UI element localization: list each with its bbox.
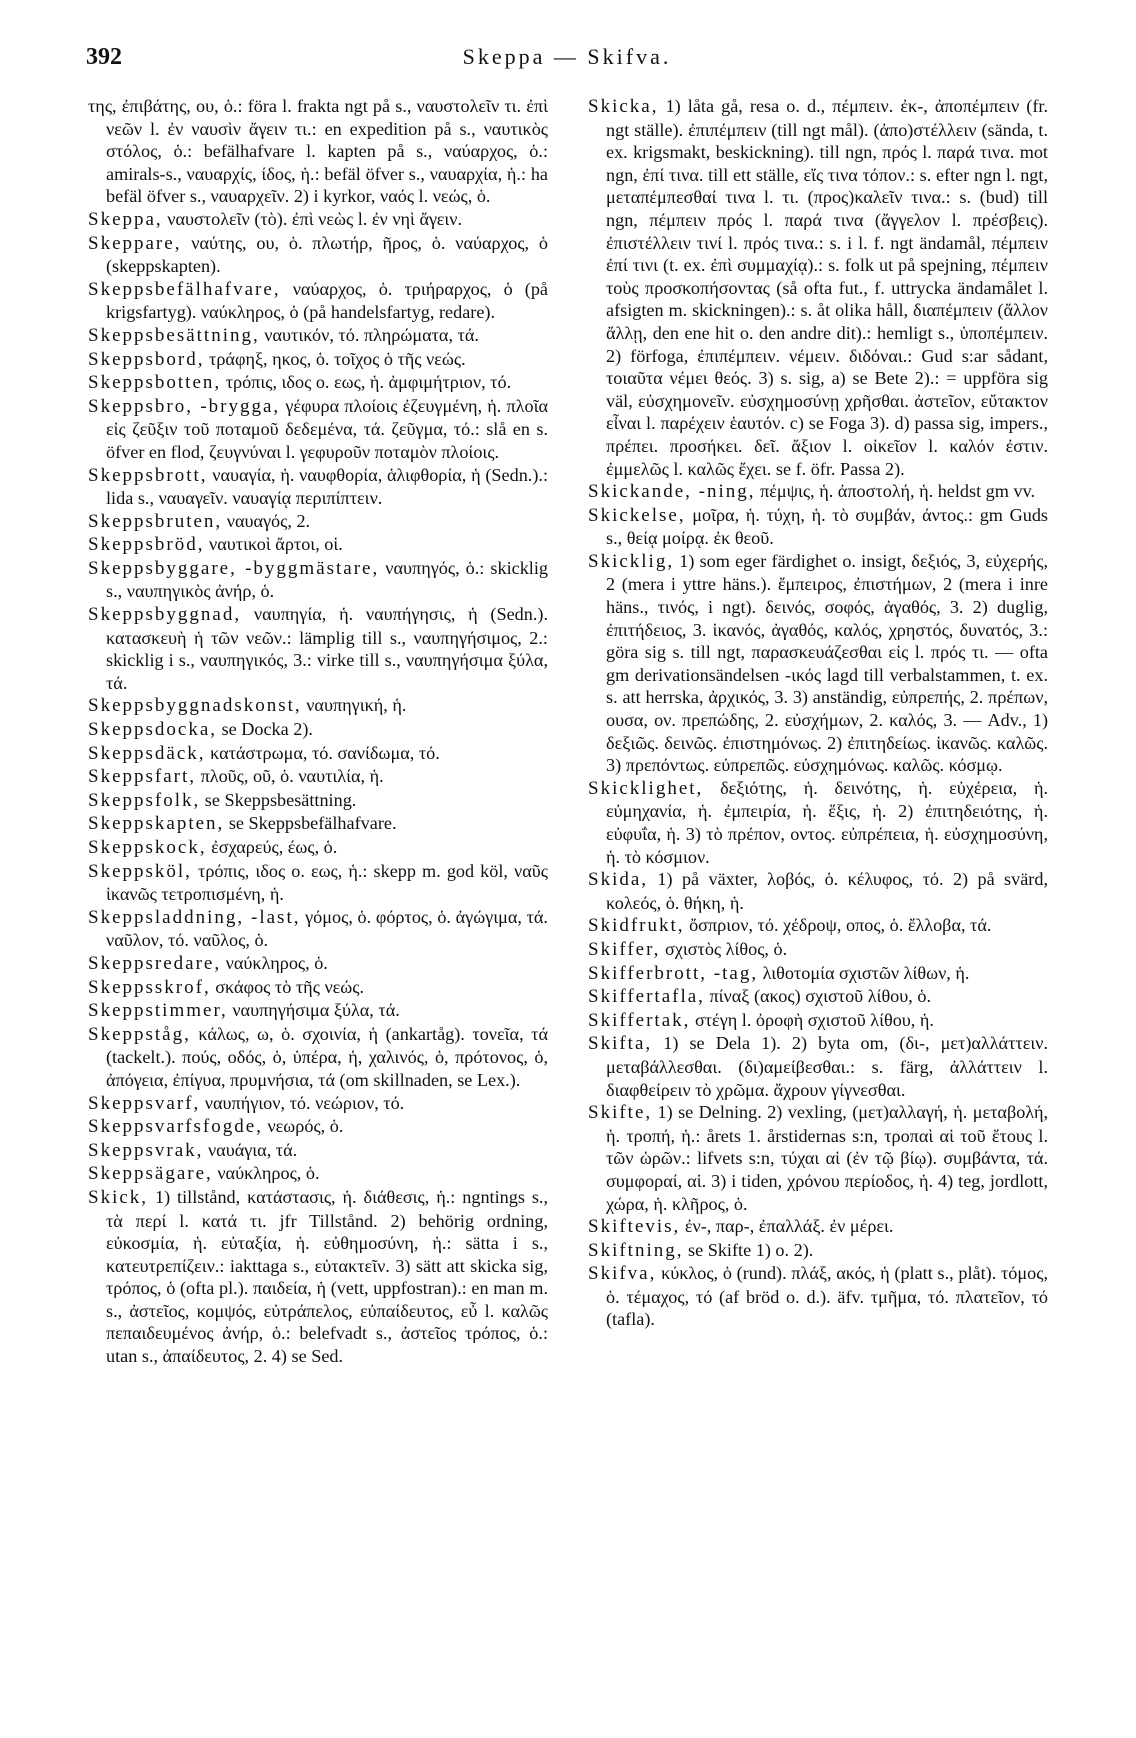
entry-headword: Skeppsköl, [88,860,192,882]
dictionary-entry [588,1239,1048,1263]
entry-headword: Skeppsredare, [88,952,222,974]
entry-headword: Skeppsdocka, [88,719,218,741]
dictionary-entry [88,95,548,208]
entry-headword: Skeppsbotten, [88,372,222,394]
entry-definition: κύκλος, ὁ (rund). πλάξ, ακός, ἡ (platt s., plåt). τόμος, ὁ. τέμαχος, τό (af bröd o. d.). äfv. τμῆμα, τό. πλατεῖον, τό (tafla). [606,1263,1048,1330]
dictionary-entry [88,278,548,324]
entry-definition: ναυπηγική, ἡ. [306,695,407,716]
dictionary-entry [88,812,548,836]
dictionary-entry [88,718,548,742]
entry-definition: ναυστολεῖν (τὸ). ἐπὶ νεὼς l. ἐν νηὶ ἄγειν. [167,208,463,229]
dictionary-entry [88,860,548,906]
entry-definition: 1) som eger färdighet o. insigt, δεξιός, 3, εὐχερής, 2 (mera i yttre häns.). ἔμπειρος, ἐπιστήμων, 2 (mera i inre häns., τινός, i ngt). δεινός, σοφός, ἀγαθός, 3. 2) duglig, ἐπιτήδειος, 3. ἱκανός, ἀγαθός, καλός, χρηστός, δυνατός, 3.: göra sig s. till ngt, παρασκευάζεσθαι εἰς l. πρός τι. — ofta gm derivationsändelsen -ικός lagd till verbalstammen, t. ex. s. att herrska, ἀρχικός, 3. 3) anständig, εὐπρεπής, 2. πρέπων, ουσα, ον. πρεπώδης, 2. εὐσχήμων, 2. καλός, 3. — Adv., 1) δεξιῶς. δεινῶς. ἐπιστημόνως. 2) ἐπιτηδείως. ἱκανῶς. καλῶς. 3) πρεπόντως. εὐπρεπῶς. εὐσχημόνως. καλῶς. κόσμῳ. [606,550,1049,776]
entry-headword: Skeppare, [88,232,182,254]
entry-headword: Skeppsdäck, [88,742,206,764]
dictionary-entry [88,1023,548,1092]
dictionary-entry [88,976,548,1000]
entry-definition: σκάφος τὸ τῆς νεώς. [215,976,365,997]
dictionary-entry [88,557,548,603]
entry-definition: νεωρός, ὁ. [267,1116,344,1137]
entry-headword: Skeppsbröd, [88,534,205,556]
dictionary-entry [88,324,548,348]
entry-definition: ὄσπριον, τό. χέδροψ, οπος, ὁ. ἔλλοβα, τά. [689,915,992,936]
entry-headword: Skeppstimmer, [88,1000,228,1022]
entry-headword: Skeppsvarfsfogde, [88,1116,263,1138]
dictionary-entry [88,1186,548,1368]
entry-definition: 1) se Dela 1). 2) byta om, (δι-, μετ)αλλάττειν. μεταβάλλεσθαι. (δι)αμείβεσθαι.: s. färg, ἀλλάττειν l. διαφθείρειν τὸ χρῶμα. ἄχρουν γίγνεσθαι. [606,1033,1048,1100]
dictionary-entry [88,232,548,278]
entry-definition: ναυτικόν, τό. πληρώματα, τά. [264,324,479,345]
entry-headword: Skeppsägare, [88,1163,213,1185]
entry-definition: ναυαγία, ἡ. ναυφθορία, ἁλιφθορία, ἡ (Sedn.).: lida s., ναυαγεῖν. ναυαγίᾳ περιπίπτειν. [106,464,548,509]
dictionary-entry [88,1115,548,1139]
entry-headword: Skida, [588,869,649,891]
entry-headword: Skeppsbyggnadskonst, [88,695,302,717]
page-number: 392 [86,44,122,70]
entry-headword: Skeppa, [88,208,163,230]
page-header [86,42,1048,82]
dictionary-entry [88,765,548,789]
entry-headword: Skiffer, [588,938,661,960]
dictionary-entry [88,742,548,766]
entry-definition: ναύκληρος, ὁ. [217,1163,320,1184]
entry-headword: Skeppsbro, -brygga, [88,395,281,417]
entry-headword: Skicka, [588,96,659,117]
entry-definition: λιθοτομία σχιστῶν λίθων, ἡ. [762,962,970,983]
entry-headword: Skifferbrott, -tag, [588,962,759,984]
left-column [88,95,548,1368]
entry-definition: πέμψις, ἡ. ἀποστολή, ἡ. heldst gm vv. [760,481,1036,502]
entry-definition: γόμος, ὁ. φόρτος, ὁ. ἀγώγιμα, τά. ναῦλον, τό. ναῦλος, ὁ. [106,906,548,951]
entry-headword: Skeppståg, [88,1023,191,1045]
entry-headword: Skeppsvarf, [88,1092,201,1114]
entry-headword: Skiffertak, [588,1009,691,1031]
entry-headword: Skifva, [588,1263,657,1285]
entry-definition: ἐν-, παρ-, ἐπαλλάξ. ἐν μέρει. [684,1216,894,1237]
entry-headword: Skicklig, [588,550,675,572]
entry-headword: Skeppskapten, [88,813,225,835]
entry-definition: πλοῦς, οῦ, ὁ. ναυτιλία, ἡ. [200,766,384,787]
entry-headword: Skeppsvrak, [88,1139,204,1161]
right-column [588,95,1048,1331]
entry-headword: Skicklighet, [588,777,704,799]
dictionary-entry [88,603,548,694]
entry-headword: Skeppsfolk, [88,789,201,811]
dictionary-entry [588,504,1048,550]
entry-headword: Skidfrukt, [588,915,685,937]
entry-headword: Skiftning, [588,1239,684,1261]
dictionary-entry [88,348,548,372]
running-title: Skeppa — Skifva. [462,44,672,69]
dictionary-entry [88,510,548,534]
dictionary-entry [588,480,1048,504]
entry-definition: 1) låta gå, resa o. d., πέμπειν. ἐκ-, ἀποπέμπειν (fr. ngt ställe). ἐπιπέμπειν (till ngt mål). (ἀπο)στέλλειν (sända, t. ex. krigsmakt, beskickning). till ngn, πρός l. παρά τινα. mot ngn, ἐπί τινα. till ett ställe, εἴς τινα τόπον.: s. efter ngn l. ngt, μεταπέμπεσθαί τινα l. τι. (προς)καλεῖν τινα.: s. (bud) till ngn, πέμπειν πρός l. παρά τινα (ἄγγελον l. πρέσβεις). ἐπιστέλλειν τινί l. πρός τινα.: s. i l. f. ngt ändamål, πέμπειν ἐπί τινι (t. ex. ἐπὶ συμμαχίᾳ).: s. folk ut på spejning, πέμπειν τοὺς προσκοπήσοντας (så ofta fut., f. uttrycka ändamålet l. afsigten m. skickningen).: s. åt olika håll, διαπέμπειν (ἄλλον ἄλλῃ, den ene hit o. den andre dit).: hemligt s., ὑποπέμπειν. 2) förfoga, ἐπιπέμπειν. νέμειν. διδόναι.: Gud s:ar sådant, τοιαῦτα νέμει θεός. 3) s. sig, a) se Bete 2).: = uppföra sig väl, εὐσχημονεῖν. εὐσχημοσύνῃ χρῆσθαι. ἀστεῖον, εὔτακτον εἶναι l. παρέχειν ἑαυτόν. c) se Foga 3). d) passa sig, impers., πρέπει. προσήκει. δεῖ. ἄξιον l. οἰκεῖον l. καλόν ἐστιν. ἐμμελῶς l. καλῶς ἔχει. se f. öfr. Passa 2). [606,96,1049,479]
dictionary-entry [588,868,1048,914]
entry-headword: Skeppsbefälhafvare, [88,278,281,300]
entry-definition: ναύκληρος, ὁ. [225,952,328,973]
entry-definition: σχιστὸς λίθος, ὁ. [664,938,788,959]
entry-headword: Skickelse, [588,504,686,526]
entry-headword: Skeppsbruten, [88,510,223,532]
entry-definition: στέγη l. ὀροφὴ σχιστοῦ λίθου, ἡ. [694,1009,934,1030]
entry-headword: Skeppsladdning, -last, [88,906,301,928]
entry-definition: se Docka 2). [221,719,313,740]
entry-headword: Skeppsbyggare, -byggmästare, [88,557,380,579]
entry-headword: Skeppsfart, [88,766,197,788]
dictionary-entry [88,208,548,232]
entry-definition: ναυπηγός, ὁ.: skicklig s., ναυπηγικὸς ἀνήρ, ὁ. [106,557,548,602]
entry-definition: ναύαρχος, ὁ. τριήραρχος, ὁ (på krigsfartyg). ναύκληρος, ὁ (på handelsfartyg, redare). [106,278,548,323]
entry-definition: 1) på växter, λοβός, ὁ. κέλυφος, τό. 2) på svärd, κολεός, ὁ. θήκη, ἡ. [606,869,1048,913]
dictionary-entry [88,999,548,1023]
entry-definition: se Skeppsbesättning. [204,789,357,810]
entry-definition: 1) se Delning. 2) vexling, (μετ)αλλαγή, ἡ. μεταβολή, ἡ. τροπή, ἡ.: årets 1. årstidernas s:n, τροπαὶ αἱ τοῦ ἔτους l. τῶν ὡρῶν.: lifvets s:n, τύχαι αἱ (ἐν τῷ βίῳ). συμβάντα, τά. συμφοραί, αἱ. 3) i tiden, χρόνου περίοδος, ἡ. 4) teg, jordlott, χώρα, ἡ. κλῆρος, ὁ. [606,1102,1049,1214]
entry-headword: Skifta, [588,1033,653,1055]
entry-definition: μοῖρα, ἡ. τύχη, ἡ. τὸ συμβάν, άντος.: gm Guds s., θείᾳ μοίρᾳ. ἐκ θεοῦ. [606,504,1048,549]
dictionary-entry [588,777,1048,868]
entry-definition: κάλως, ω, ὁ. σχοινία, ἡ (ankartåg). τονεῖα, τά (tackelt.). πούς, οδός, ὁ, ὑπέρα, ἡ, χαλινός, ὁ, πρότονος, ὁ, ἀπόγεια, ἐπίγυα, πρυμνήσια, τά (om skillnaden, se Lex.). [106,1023,549,1090]
dictionary-entry [588,1215,1048,1239]
dictionary-entry [88,694,548,718]
entry-definition: 1) tillstånd, κατάστασις, ἡ. διάθεσις, ἡ.: ngntings s., τὰ περί l. κατά τι. jfr Tillstånd. 2) behörig ordning, εὐκοσμία, ἡ. εὐταξία, ἡ. εὐθημοσύνη, ἡ.: sätta i s., κατευτρεπίζειν.: iakttaga s., εὐτακτεῖν. 3) sätt att skicka sig, τρόπος, ὁ (ofta pl.). παιδεία, ἡ (vett, uppfostran).: en man m. s., ἀστεῖος, κομψός, εὐτράπελος, εὐπαίδευτος, εὖ l. καλῶς πεπαιδευμένος ἀνήρ, ὁ.: belefvadt s., ἀστεῖος τρόπος, ὁ.: utan s., ἀπαίδευτος, 2. 4) se Sed. [106,1186,549,1367]
dictionary-entry [88,464,548,510]
entry-headword: Skeppsbord, [88,348,205,370]
dictionary-entry [588,962,1048,986]
entry-definition: δεξιότης, ἡ. δεινότης, ἡ. εὐχέρεια, ἡ. εὐμηχανία, ἡ. ἐμπειρία, ἡ. ἕξις, ἡ. 2) ἐπιτηδειότης, ἡ. εὐφυΐα, ἡ. 3) τὸ πρέπον, οντος. εὐπρέπεια, ἡ. εὐσχημοσύνη, ἡ. τὸ κόσμιον. [606,777,1049,867]
entry-headword: Skeppskock, [88,837,207,858]
dictionary-entry [88,533,548,557]
entry-definition: τρόπις, ιδος o. εως, ἡ. ἀμφιμήτριον, τό. [225,372,512,393]
entry-definition: ναυπηγία, ἡ. ναυπήγησις, ἡ (Sedn.). κατασκευὴ ἡ τῶν νεῶν.: lämplig till s., ναυπηγήσιμος, 2.: skicklig i s., ναυπηγικός, 3.: virke till s., ναυπηγήσιμα ξύλα, τά. [106,604,549,693]
entry-headword: Skeppsbesättning, [88,324,260,346]
entry-headword: Skiffertafla, [588,986,705,1008]
dictionary-entry [588,1262,1048,1331]
entry-headword: Skick, [88,1186,149,1208]
entry-headword: Skiftevis, [588,1216,681,1238]
entry-definition: ναύτης, ου, ὁ. πλωτήρ, ῆρος, ὁ. ναύαρχος, ὁ (skeppskapten). [106,232,548,277]
dictionary-entry [588,1009,1048,1033]
dictionary-entry [588,1101,1048,1215]
entry-definition: se Skifte 1) o. 2). [688,1239,814,1260]
entry-headword: Skickande, -ning, [588,481,756,503]
dictionary-entry [88,952,548,976]
dictionary-entry [588,938,1048,962]
entry-definition: ναυαγός, 2. [226,510,311,531]
dictionary-entry [88,371,548,395]
dictionary-entry [588,1032,1048,1101]
entry-definition: ναυπήγιον, τό. νεώριον, τό. [204,1092,405,1113]
dictionary-entry [88,1139,548,1163]
entry-definition: τράφηξ, ηκος, ὁ. τοῖχος ὁ τῆς νεώς. [209,348,466,369]
entry-definition: se Skeppsbefälhafvare. [228,813,397,834]
dictionary-entry [88,836,548,860]
entry-headword: Skeppsbrott, [88,464,208,486]
entry-headword: Skeppsskrof, [88,976,211,998]
dictionary-entry [588,95,1048,480]
entry-headword: Skifte, [588,1102,653,1124]
dictionary-entry [88,1092,548,1116]
entry-definition: τρόπις, ιδος o. εως, ἡ.: skepp m. god köl, ναῦς ἱκανῶς τετροπισμένη, ἡ. [106,860,549,905]
dictionary-entry [588,985,1048,1009]
dictionary-entry [88,906,548,952]
entry-definition: της, ἐπιβάτης, ου, ὁ.: föra l. frakta ngt på s., ναυστολεῖν τι. ἐπὶ νεῶν l. ἐν ναυσὶν ἄγειν τι.: en expedition på s., ναυτικὸς στόλος, ὁ.: befälhafvare l. kapten på s., ναύαρχος, ὁ.: amirals-s., ναυαρχίς, ίδος, ἡ.: befäl öfver s., ναυαρχία, ἡ.: ha befäl öfver s., ναυαρχεῖν. 2) i kyrkor, ναός l. νεώς, ὁ. [88,96,548,207]
entry-definition: ἐσχαρεύς, έως, ὁ. [211,837,338,857]
dictionary-entry [588,550,1048,777]
dictionary-entry [88,395,548,464]
entry-headword: Skeppsbyggnad, [88,604,242,626]
entry-definition: ναυπηγήσιμα ξύλα, τά. [232,1000,400,1021]
entry-definition: γέφυρα πλοίοις ἐζευγμένη, ἡ. πλοῖα εἰς ζεῦξιν τοῦ ποταμοῦ δεδεμένα, τά. ζεῦγμα, τό.: slå en s. öfver en flod, ζευγνύναι l. γεφυροῦν ποταμὸν πλοίοις. [106,395,548,462]
dictionary-entry [88,789,548,813]
entry-definition: ναυτικοὶ ἄρτοι, οἱ. [209,534,343,555]
entry-definition: πίναξ (ακος) σχιστοῦ λίθου, ὁ. [709,986,931,1007]
dictionary-entry [88,1162,548,1186]
entry-definition: κατάστρωμα, τό. σανίδωμα, τό. [210,742,440,763]
entry-definition: ναυάγια, τά. [207,1139,298,1160]
dictionary-entry [588,914,1048,938]
